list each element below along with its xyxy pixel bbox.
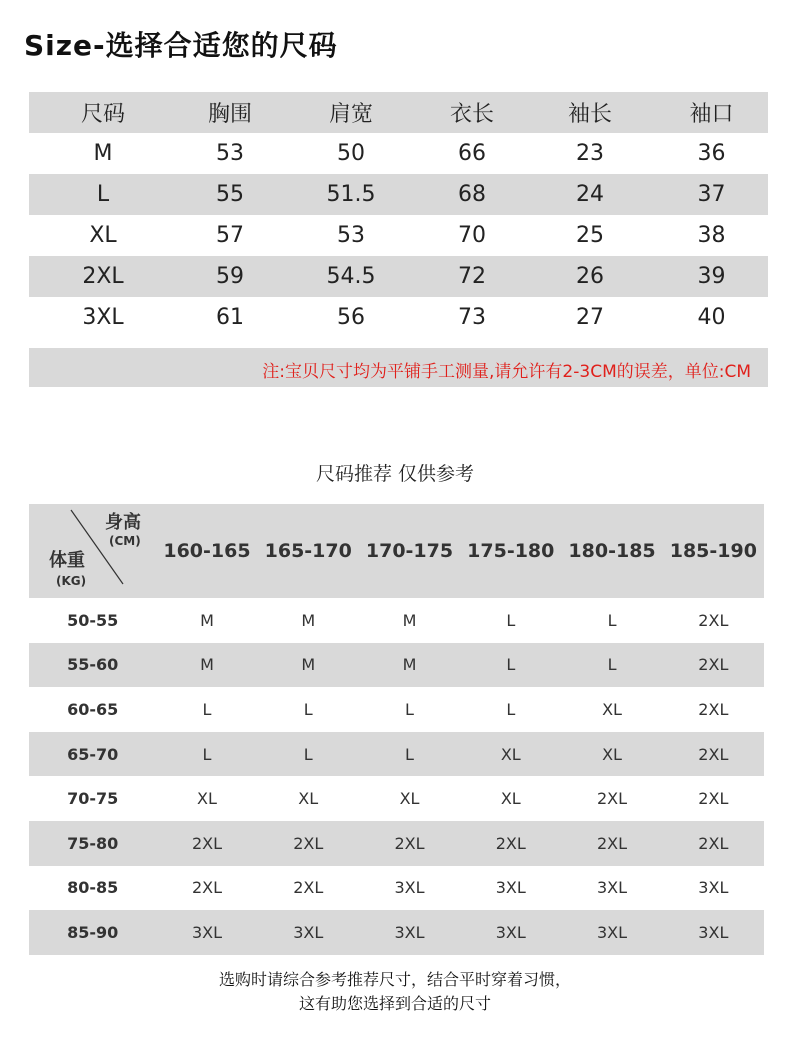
- size-label-cell: L: [29, 174, 177, 215]
- recommend-row: [29, 821, 764, 866]
- recommended-size-cell: 2XL: [663, 821, 764, 866]
- recommend-row: [29, 643, 764, 688]
- height-range-header: 170-175: [359, 504, 460, 598]
- height-range-header: 185-190: [663, 504, 764, 598]
- recommended-size-cell: XL: [561, 732, 662, 777]
- height-range-header: 180-185: [561, 504, 662, 598]
- weight-range-cell: 55-60: [29, 643, 156, 688]
- recommend-row: [29, 910, 764, 955]
- recommended-size-cell: 3XL: [258, 910, 359, 955]
- size-value-cell: 27: [576, 305, 604, 330]
- size-value-cell: 61: [216, 305, 244, 330]
- size-value-cell: 73: [458, 305, 486, 330]
- weight-axis-label: 体重: [49, 550, 85, 571]
- recommended-size-cell: L: [561, 643, 662, 688]
- footer-line-1: 选购时请综合参考推荐尺寸，结合平时穿着习惯，: [218, 970, 571, 989]
- recommended-size-cell: L: [303, 699, 313, 719]
- recommended-size-cell: M: [258, 643, 359, 688]
- size-value-cell: 72: [419, 256, 525, 297]
- recommended-size-cell: 2XL: [663, 732, 764, 777]
- measurement-note-bar: [29, 348, 768, 387]
- weight-range-cell: 75-80: [29, 821, 156, 866]
- size-label-cell: XL: [89, 223, 117, 248]
- corner-header: [29, 504, 156, 598]
- recommended-size-cell: L: [202, 699, 212, 719]
- size-value-cell: 68: [419, 174, 525, 215]
- recommended-size-cell: L: [258, 732, 359, 777]
- height-range-header: 160-165: [156, 504, 257, 598]
- size-recommend-body: [29, 504, 764, 955]
- size-value-cell: 56: [337, 305, 365, 330]
- recommended-size-cell: 2XL: [258, 821, 359, 866]
- recommended-size-cell: M: [200, 610, 214, 630]
- weight-range-cell: 85-90: [29, 910, 156, 955]
- size-value-cell: 70: [458, 223, 486, 248]
- recommended-size-cell: M: [156, 643, 257, 688]
- page-title: Size-选择合适您的尺码: [24, 29, 338, 62]
- recommended-size-cell: 2XL: [359, 821, 460, 866]
- measurement-note: 注:宝贝尺寸均为平铺手工测量,请允许有2-3CM的误差，单位:CM: [262, 362, 751, 382]
- corner-header-cell: [29, 504, 156, 598]
- size-header-cell: 衣长: [419, 92, 525, 133]
- size-value-cell: 26: [525, 256, 655, 297]
- footer-advice: [0, 968, 790, 1016]
- size-value-cell: 54.5: [283, 256, 419, 297]
- height-range-header: 165-170: [258, 504, 359, 598]
- recommended-size-cell: 2XL: [698, 789, 729, 809]
- size-chart-body: [29, 92, 768, 338]
- size-value-cell: 37: [655, 174, 768, 215]
- size-value-cell: 53: [216, 141, 244, 166]
- size-row: [29, 297, 768, 338]
- size-row: [29, 215, 768, 256]
- size-value-cell: 23: [576, 141, 604, 166]
- size-value-cell: 36: [697, 141, 726, 166]
- recommend-row: [29, 687, 764, 732]
- recommended-size-cell: 3XL: [597, 878, 628, 898]
- recommended-size-cell: L: [506, 699, 516, 719]
- recommended-size-cell: XL: [500, 789, 521, 809]
- recommended-size-cell: 3XL: [394, 878, 425, 898]
- recommended-size-cell: 2XL: [460, 821, 561, 866]
- size-header-cell: 胸围: [177, 92, 283, 133]
- recommended-size-cell: XL: [399, 789, 420, 809]
- size-value-cell: 51.5: [283, 174, 419, 215]
- recommended-size-cell: M: [359, 643, 460, 688]
- weight-range-cell: 70-75: [67, 789, 119, 809]
- weight-range-cell: 60-65: [67, 699, 119, 719]
- size-label-cell: 3XL: [82, 305, 124, 330]
- recommended-size-cell: 3XL: [156, 910, 257, 955]
- recommended-size-cell: 2XL: [156, 821, 257, 866]
- size-value-cell: 55: [177, 174, 283, 215]
- recommended-size-cell: L: [405, 699, 414, 719]
- recommended-size-cell: L: [506, 610, 516, 630]
- weight-range-cell: 65-70: [29, 732, 156, 777]
- recommend-row: [29, 598, 764, 643]
- size-chart-table: [29, 92, 768, 338]
- recommend-row: [29, 776, 764, 821]
- recommended-size-cell: 2XL: [293, 878, 324, 898]
- recommended-size-cell: 2XL: [698, 610, 729, 630]
- recommended-size-cell: XL: [197, 789, 217, 809]
- size-label-cell: M: [93, 141, 113, 166]
- size-row: [29, 133, 768, 174]
- recommended-size-cell: 3XL: [359, 910, 460, 955]
- recommended-size-cell: XL: [602, 699, 622, 719]
- height-axis-unit: (CM): [109, 534, 141, 548]
- recommended-size-cell: L: [156, 732, 257, 777]
- size-value-cell: 59: [177, 256, 283, 297]
- footer-line-2: 这有助您选择到合适的尺寸: [298, 994, 491, 1013]
- size-row: [29, 256, 768, 297]
- recommended-size-cell: L: [607, 610, 617, 630]
- weight-axis-unit: (KG): [56, 574, 87, 588]
- recommended-size-cell: M: [402, 610, 417, 630]
- recommended-size-cell: 2XL: [663, 643, 764, 688]
- recommend-row: [29, 732, 764, 777]
- recommend-row: [29, 866, 764, 911]
- recommended-size-cell: M: [301, 610, 316, 630]
- size-value-cell: 39: [655, 256, 768, 297]
- height-range-header: 175-180: [460, 504, 561, 598]
- recommend-title: 尺码推荐 仅供参考: [315, 463, 475, 485]
- recommended-size-cell: 2XL: [191, 878, 222, 898]
- size-label-cell: 2XL: [29, 256, 177, 297]
- weight-range-cell: 50-55: [67, 610, 119, 630]
- size-value-cell: 25: [576, 223, 604, 248]
- size-value-cell: 38: [697, 223, 726, 248]
- size-value-cell: 50: [337, 141, 365, 166]
- size-value-cell: 53: [337, 223, 365, 248]
- recommended-size-cell: XL: [298, 789, 319, 809]
- size-header-cell: 袖口: [655, 92, 768, 133]
- size-header-row: [29, 92, 768, 133]
- recommended-size-cell: 3XL: [495, 878, 526, 898]
- weight-range-cell: 80-85: [67, 878, 119, 898]
- size-header-cell: 尺码: [29, 92, 177, 133]
- recommended-size-cell: 3XL: [460, 910, 561, 955]
- recommended-size-cell: 2XL: [698, 699, 729, 719]
- recommended-size-cell: L: [460, 643, 561, 688]
- recommended-size-cell: 3XL: [561, 910, 662, 955]
- recommend-header-row: [29, 504, 764, 598]
- size-header-cell: 肩宽: [283, 92, 419, 133]
- size-value-cell: 57: [216, 223, 244, 248]
- recommended-size-cell: 3XL: [698, 878, 729, 898]
- size-value-cell: 40: [697, 305, 726, 330]
- size-value-cell: 66: [458, 141, 486, 166]
- size-value-cell: 24: [525, 174, 655, 215]
- height-axis-label: 身高: [105, 512, 141, 533]
- recommended-size-cell: 3XL: [663, 910, 764, 955]
- size-header-cell: 袖长: [525, 92, 655, 133]
- size-recommend-table: [29, 504, 764, 955]
- size-row: [29, 174, 768, 215]
- recommended-size-cell: 2XL: [561, 821, 662, 866]
- recommended-size-cell: L: [359, 732, 460, 777]
- recommended-size-cell: 2XL: [597, 789, 628, 809]
- recommended-size-cell: XL: [460, 732, 561, 777]
